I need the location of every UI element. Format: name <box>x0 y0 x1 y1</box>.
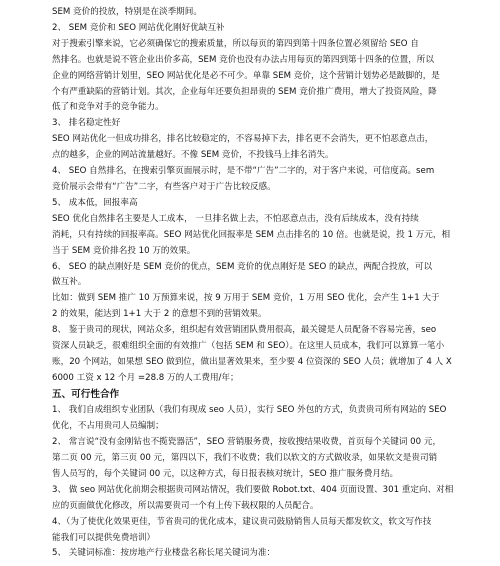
text-line: 做互补。 <box>52 277 87 288</box>
text-line: 然排名。也就是说不管企业出价多高，SEM 竞价也没有办法占用每页的第四到第十四条的位置，所以 <box>52 54 434 65</box>
text-line: SEO 网站优化一但成功排名，排名比较稳定的，不容易掉下去，排名更不会消失，更不怕恶意点击， <box>52 134 434 145</box>
text-line: 对于搜索引擎来说，它必须确保它的搜索质量，所以每页的第四到第十四条位置必须留给 SEO 自 <box>52 38 419 49</box>
text-line: 低了和竞争对手的竞争能力。 <box>52 102 164 113</box>
text-line: SEO 优化自然排名主要是人工成本， 一旦排名做上去，不怕恶意点击，没有后续成本，没有持续 <box>52 213 419 224</box>
text-line: 优化，不占用贵司人员编制； <box>52 421 164 432</box>
text-line: 能我们可以提供免费培训） <box>52 532 156 543</box>
text-line: 当于 SEM 竞价排名投 10 万的效果。 <box>52 245 196 256</box>
text-line: 2 的效果，能达到 1+1 大于 2 的意想不到的营销效果。 <box>52 309 267 320</box>
text-line: 1、 我们自成组织专业团队（我们有现成 seo 人员），实行 SEO 外包的方式，负责贵司所有网站的 SEO <box>52 405 447 416</box>
text-line: 2、 常言说“没有金刚钻也不揽瓷器活”，SEO 营销服务费，按收搜结果收费，首页每个关键词 00 元， <box>52 437 442 448</box>
text-line: 比如：做到 SEM 推广 10 万预算来说，按 9 万用于 SEM 竞价，1 万用 SEO 优化，会产生 1+1 大于 <box>52 293 440 304</box>
text-line: 竞价展示会带有“广告”二字，有些客户对于广告比较反感。 <box>52 181 276 192</box>
text-line: 8、 鉴于贵司的现状，网站众多，组织起有效营销团队费用很高，最关键是人员配备不容易完善，seo <box>52 325 437 336</box>
text-line: 应的页面做优化修改，所以需要贵司一个有上传下载权限的人员配合。 <box>52 500 319 511</box>
body-text <box>52 5 472 387</box>
text-line: 2、 SEM 竞价和 SEO 网站优化刚好优缺互补 <box>52 22 225 33</box>
text-line: SEM 竞价的投放，特别是在淡季期间。 <box>52 7 202 17</box>
text-line: 3、 做 seo 网站优化前期会根据贵司网站情况，我们要做 Robot.txt、404 页面设置、301 重定向、对相 <box>52 484 454 495</box>
text-line: 第二页 00 元，第三页 00 元，第四以下，我们不收费；我们以软文的方式做收录，如果软文是贵司销 <box>52 452 438 463</box>
text-line: 个有严重缺陷的营销计划。其次，企业每年还要负担昂贵的 SEM 竞价推广费用，增大了投资风险，降 <box>52 86 437 97</box>
text-line: 5、 关键词标准：按房地产行业楼盘名称长尾关键词为准： <box>52 548 276 559</box>
text-line: 6000 工资 x 12 个月 =28.8 万的人工费用/年； <box>52 372 239 383</box>
text-line: 3、 排名稳定性好 <box>52 118 121 129</box>
text-line: 资深人员缺乏，很难组织全面的有效推广（包括 SEM 和 SEO）。在这里人员成本，我们可以算算一笔小 <box>52 341 445 352</box>
text-line: 企业的网络营销计划里，SEO 网站优化是必不可少。单靠 SEM 竞价，这个营销计划势必是跛脚的，是 <box>52 70 440 81</box>
text-line: 消耗，只有持续的回报率高。SEO 网站优化回报率是 SEM 点击排名的 10 倍。也就是说，投 1 万元，相 <box>52 229 451 240</box>
text-line: 5、 成本低，回报率高 <box>52 197 138 208</box>
text-line: 点的越多，企业的网站流量越好。不像 SEM 竞价，不投钱马上排名消失。 <box>52 150 334 161</box>
section-body-text <box>52 403 472 562</box>
section-heading: 五、可行性合作 <box>52 388 120 400</box>
text-line: 4、 SEO 自然排名，在搜索引擎页面展示时，是不带“广告”二字的，对于客户来说，可信度高。sem <box>52 166 435 177</box>
text-line: 6、 SEO 的缺点刚好是 SEM 竞价的优点，SEM 竞价的优点刚好是 SEO 的缺点，两配合投放，可以 <box>52 261 433 272</box>
text-line: 售人员写的，每个关键词 00 元，以这种方式，每日报表核对统计，SEO 推广服务费月结。 <box>52 468 399 479</box>
text-line: 账，20 个网站，如果想 SEO 做到位，做出显著效果来，至少要 4 位资深的 SEO 人员；就增加了 4 人 X <box>52 356 452 367</box>
text-line: 4、（为了使优化效果更佳，节省贵司的优化成本，建议贵司鼓励销售人员每天都发软文，软文写作技 <box>52 516 432 527</box>
